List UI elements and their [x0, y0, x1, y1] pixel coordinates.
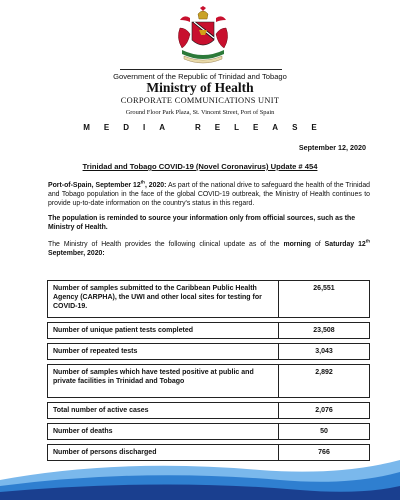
coat-of-arms-icon	[172, 6, 234, 66]
row-value: 50	[278, 423, 370, 440]
dateline: Port-of-Spain, September 12th, 2020:	[48, 179, 167, 189]
row-value: 766	[278, 444, 370, 461]
row-value: 3,043	[278, 343, 370, 360]
row-value: 23,508	[278, 322, 370, 339]
release-date: September 12, 2020	[298, 143, 366, 152]
clinical-update-table	[47, 276, 370, 465]
row-label: Number of unique patient tests completed	[47, 322, 278, 339]
government-line: Government of the Republic of Trinidad and Tobago	[113, 72, 287, 81]
row-label: Number of repeated tests	[47, 343, 278, 360]
row-label: Total number of active cases	[47, 402, 278, 419]
ministry-name: Ministry of Health	[146, 80, 254, 95]
official-sources-notice: The population is reminded to source your information only from official sources, such as the Ministry of Health.	[48, 215, 356, 231]
intro-paragraph: Port-of-Spain, September 12th, 2020: As part of the national drive to safeguard the health of the Trinidad and Tobago population in the face of the global COVID-19 outbreak, the Ministry of Health continues to provide up-to-date information on the country's status in this regard.	[48, 179, 370, 207]
release-title: Trinidad and Tobago COVID-19 (Novel Coronavirus) Update # 454	[82, 162, 318, 171]
footer-wave-decoration	[0, 450, 400, 500]
release-label: MEDIA RELEASE	[83, 123, 331, 132]
row-value: 2,076	[278, 402, 370, 419]
table-row	[47, 402, 370, 419]
clinical-update-intro: The Ministry of Health provides the following clinical update as of the morning of Saturday 12th September, 2020:	[48, 238, 370, 257]
row-value: 26,551	[278, 280, 370, 318]
row-label: Number of samples submitted to the Caribbean Public Health Agency (CARPHA), the UWI and other local sites for testing for COVID-19.	[47, 280, 278, 318]
header-divider	[120, 69, 282, 70]
unit-name: CORPORATE COMMUNICATIONS UNIT	[120, 96, 280, 105]
table-row	[47, 343, 370, 360]
table-row	[47, 280, 370, 318]
row-value: 2,892	[278, 364, 370, 398]
table-row	[47, 322, 370, 339]
ministry-address: Ground Floor Park Plaza, St. Vincent Street, Port of Spain	[125, 109, 275, 116]
row-label: Number of deaths	[47, 423, 278, 440]
table-row	[47, 423, 370, 440]
row-label: Number of samples which have tested positive at public and private facilities in Trinidad and Tobago	[47, 364, 278, 398]
row-label: Number of persons discharged	[47, 444, 278, 461]
table-row	[47, 364, 370, 398]
